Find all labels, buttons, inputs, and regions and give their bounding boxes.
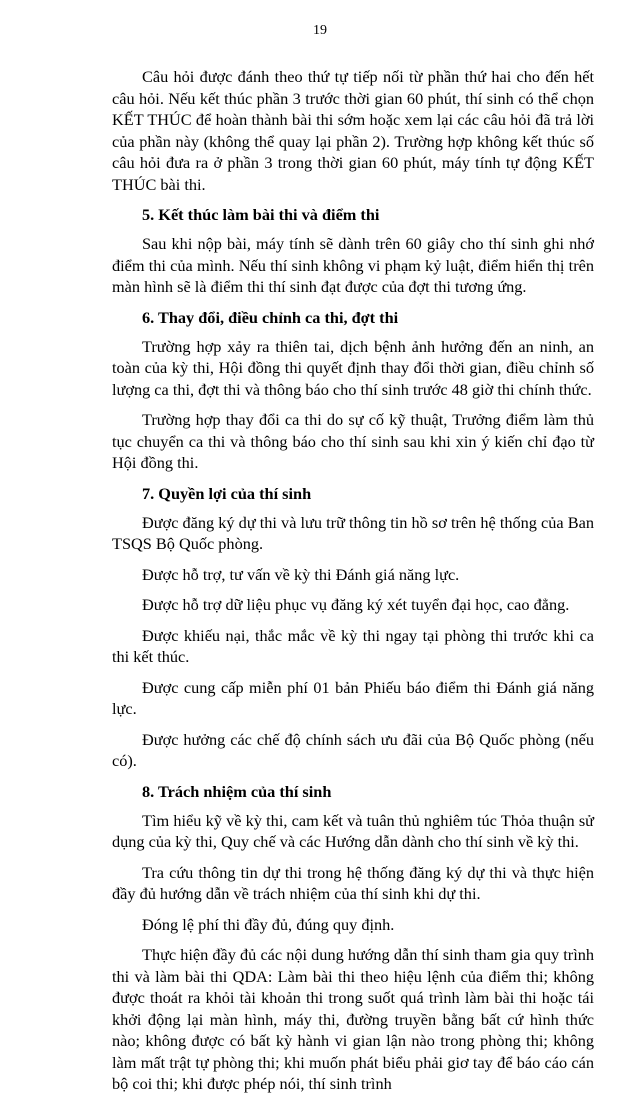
paragraph: Tìm hiểu kỹ về kỳ thi, cam kết và tuân thủ nghiêm túc Thỏa thuận sử dụng của kỳ thi, Quy chế và các Hướng dẫn dành cho thí sinh về kỳ thi.	[112, 810, 594, 851]
document-body	[112, 66, 594, 1104]
paragraph: Được khiếu nại, thắc mắc về kỳ thi ngay tại phòng thi trước khi ca thi kết thúc.	[112, 625, 594, 666]
paragraph: Thực hiện đầy đủ các nội dung hướng dẫn thí sinh tham gia quy trình thi và làm bài thi QDA: Làm bài thi theo hiệu lệnh của điểm thi; không được thoát ra khỏi tài khoản thi trong suốt quá trình làm bài thi hoặc tái khởi động lại màn hình, máy thi, đường truyền bằng bất cứ hình thức nào; không được có bất kỳ hành vi gian lận nào trong phòng thi; không làm mất trật tự phòng thi; khi muốn phát biểu phải giơ tay để báo cáo cán bộ coi thi; khi được phép nói, thí sinh trình	[112, 945, 594, 1093]
section-heading: 8. Trách nhiệm của thí sinh	[142, 781, 332, 801]
section-heading: 7. Quyền lợi của thí sinh	[142, 483, 312, 503]
page-number: 19	[313, 23, 327, 38]
paragraph: Sau khi nộp bài, máy tính sẽ dành trên 60 giây cho thí sinh ghi nhớ điểm thi của mình. Nếu thí sinh không vi phạm kỷ luật, điểm hiển thị trên màn hình sẽ là điểm thi thí sinh đạt được của đợt thi tương ứng.	[112, 234, 594, 296]
paragraph: Trường hợp xảy ra thiên tai, dịch bệnh ảnh hưởng đến an ninh, an toàn của kỳ thi, Hội đồng thi quyết định thay đổi thời gian, điều chỉnh số lượng ca thi, đợt thi và thông báo cho thí sinh trước 48 giờ thi chính thức.	[112, 336, 594, 399]
section-heading: 5. Kết thúc làm bài thi và điểm thi	[142, 205, 380, 224]
paragraph: Được hỗ trợ, tư vấn về kỳ thi Đánh giá năng lực.	[142, 564, 460, 584]
paragraph: Được hưởng các chế độ chính sách ưu đãi của Bộ Quốc phòng (nếu có).	[112, 729, 594, 770]
paragraph: Được cung cấp miễn phí 01 bản Phiếu báo điểm thi Đánh giá năng lực.	[112, 677, 594, 718]
paragraph: Trường hợp thay đổi ca thi do sự cố kỹ thuật, Trưởng điểm làm thủ tục chuyển ca thi và thông báo cho thí sinh sau khi xin ý kiến chỉ đạo từ Hội đồng thi.	[112, 410, 594, 472]
paragraph: Được đăng ký dự thi và lưu trữ thông tin hồ sơ trên hệ thống của Ban TSQS Bộ Quốc phòng.	[112, 512, 594, 553]
paragraph: Tra cứu thông tin dự thi trong hệ thống đăng ký dự thi và thực hiện đầy đủ hướng dẫn về trách nhiệm của thí sinh khi dự thi.	[112, 862, 594, 903]
paragraph: Được hỗ trợ dữ liệu phục vụ đăng ký xét tuyển đại học, cao đẳng.	[142, 595, 570, 614]
paragraph: Câu hỏi được đánh theo thứ tự tiếp nối từ phần thứ hai cho đến hết câu hỏi. Nếu kết thúc phần 3 trước thời gian 60 phút, thí sinh có thể chọn KẾT THÚC để hoàn thành bài thi sớm hoặc xem lại các câu hỏi đã trả lời của phần này (không thể quay lại phần 2). Trường hợp không kết thúc số câu hỏi đưa ra ở phần 3 trong thời gian 60 phút, máy tính tự động KẾT THÚC bài thi.	[112, 67, 594, 194]
section-heading: 6. Thay đổi, điều chỉnh ca thi, đợt thi	[142, 307, 399, 327]
paragraph: Đóng lệ phí thi đầy đủ, đúng quy định.	[142, 914, 395, 934]
